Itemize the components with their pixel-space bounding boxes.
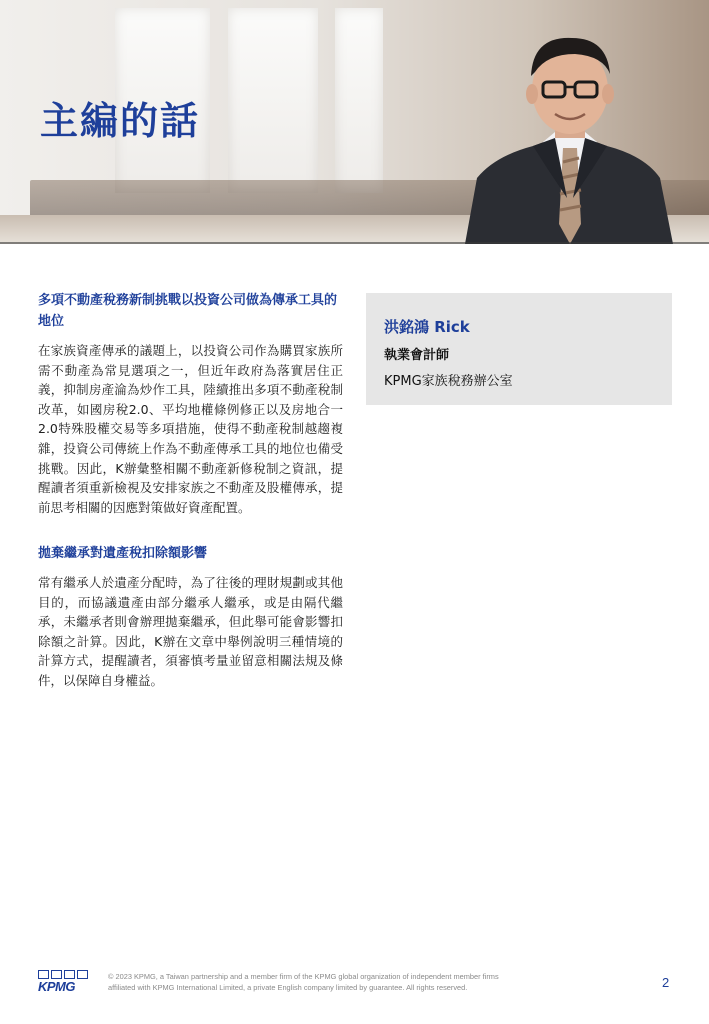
banner-window: [335, 8, 383, 193]
article-section-2: [38, 543, 343, 691]
article-section-1: [38, 290, 343, 517]
editor-office: KPMG家族稅務辦公室: [384, 374, 513, 389]
kpmg-logo: [38, 970, 90, 994]
section-2-heading: 拋棄繼承對遺產稅扣除額影響: [38, 546, 208, 561]
copyright-notice: [108, 971, 568, 993]
section-1-heading: 多項不動產稅務新制挑戰以投資公司做為傳承工具的地位: [38, 293, 338, 329]
banner-bottom-rule: [0, 242, 709, 244]
page-title: 主編的話: [40, 99, 201, 143]
page-number: 2: [662, 975, 670, 990]
section-1-body: 在家族資產傳承的議題上，以投資公司作為購買家族所需不動產為常見選項之一，但近年政府為落實居住正義，抑制房產淪為炒作工具，陸續推出多項不動產稅制改革，如國房稅2.0、平均地權條例修正以及房地合一2.0特殊股權交易等多項措施，使得不動產稅制越趨複雜，投資公司傳統上作為不動產傳承工具的地位也備受挑戰。因此，K辦彙整相關不動產新修稅制之資訊，提醒讀者須重新檢視及安排家族之不動產及股權傳承，提前思考相關的因應對策做好資產配置。: [38, 343, 343, 515]
banner-window: [228, 8, 318, 193]
editor-name: 洪銘鴻 Rick: [384, 318, 470, 336]
editor-portrait: [455, 28, 685, 244]
editor-role: 執業會計師: [384, 348, 450, 363]
editor-profile-box: [366, 293, 672, 405]
kpmg-logo-text: KPMG: [38, 979, 75, 994]
copyright-line-2: affiliated with KPMG International Limited, a private English company limited by guarantee. All rights reserved.: [108, 983, 468, 992]
copyright-line-1: © 2023 KPMG, a Taiwan partnership and a member firm of the KPMG global organization of independent member firms: [108, 972, 499, 981]
section-2-body: 常有繼承人於遺產分配時，為了往後的理財規劃或其他目的，而協議遺產由部分繼承人繼承，或是由隔代繼承，未繼承者則會辦理拋棄繼承，但此舉可能會影響扣除額之計算。因此，K辦在文章中舉例說明三種情境的計算方式，提醒讀者，須審慎考量並留意相關法規及條件，以保障自身權益。: [38, 575, 343, 688]
